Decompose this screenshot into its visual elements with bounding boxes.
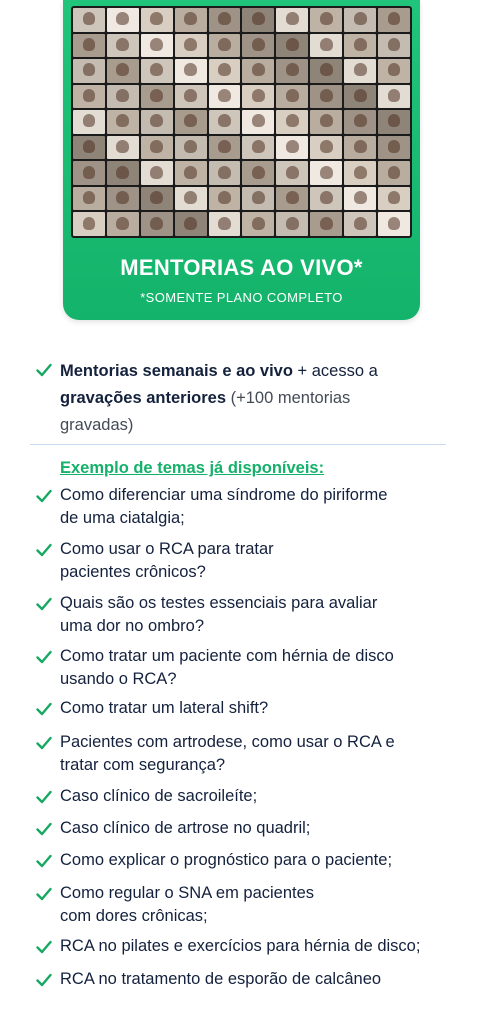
participant-tile: [344, 212, 376, 236]
check-icon: [36, 973, 52, 987]
mentorias-card: [63, 0, 420, 320]
topic-item: [60, 968, 470, 991]
participant-tile: [209, 59, 241, 83]
participant-tile: [378, 161, 410, 185]
participant-tile: [276, 34, 308, 58]
topic-line: tratar com segurança?: [60, 756, 226, 774]
topic-item: [60, 592, 470, 638]
intro-bold-1: Mentorias semanais e ao vivo: [60, 362, 293, 380]
topic-line: Como tratar um lateral shift?: [60, 699, 269, 717]
participant-tile: [209, 34, 241, 58]
participant-tile: [242, 59, 274, 83]
check-icon: [36, 887, 52, 901]
check-icon: [36, 854, 52, 868]
participant-tile: [107, 136, 139, 160]
participant-tile: [276, 59, 308, 83]
check-icon: [36, 363, 52, 377]
participant-tile: [175, 34, 207, 58]
topic-item: [60, 731, 470, 777]
topic-item: [60, 645, 470, 691]
topic-line: Como diferenciar uma síndrome do piriforme: [60, 486, 388, 504]
participant-tile: [209, 136, 241, 160]
participant-tile: [209, 212, 241, 236]
participant-tile: [73, 59, 105, 83]
topic-item: [60, 785, 470, 808]
participant-tile: [107, 34, 139, 58]
participant-tile: [73, 187, 105, 211]
participant-tile: [276, 136, 308, 160]
topic-line: usando o RCA?: [60, 670, 177, 688]
participant-tile: [276, 110, 308, 134]
participant-tile: [310, 212, 342, 236]
participant-tile: [141, 161, 173, 185]
topic-line: uma dor no ombro?: [60, 617, 204, 635]
topic-item: [60, 538, 470, 584]
divider: [30, 444, 446, 445]
participant-tile: [141, 212, 173, 236]
participant-tile: [310, 110, 342, 134]
participant-tile: [175, 187, 207, 211]
check-icon: [36, 543, 52, 557]
check-icon: [36, 790, 52, 804]
check-icon: [36, 702, 52, 716]
participant-tile: [344, 161, 376, 185]
topic-line: RCA no pilates e exercícios para hérnia de disco;: [60, 937, 421, 955]
participant-tile: [310, 136, 342, 160]
participant-tile: [107, 85, 139, 109]
participant-tile: [310, 187, 342, 211]
topics-heading: Exemplo de temas já disponíveis:: [60, 459, 325, 477]
participant-tile: [344, 187, 376, 211]
participant-tile: [242, 212, 274, 236]
check-icon: [36, 489, 52, 503]
participant-tile: [209, 161, 241, 185]
participant-tile: [107, 187, 139, 211]
participant-tile: [378, 136, 410, 160]
participant-tile: [175, 8, 207, 32]
topic-item: [60, 817, 470, 840]
participant-tile: [73, 136, 105, 160]
intro-text-2: (+100 mentorias: [226, 389, 351, 407]
topic-item: [60, 697, 470, 720]
card-title: MENTORIAS AO VIVO*: [120, 255, 363, 280]
participant-tile: [175, 161, 207, 185]
topic-line: Quais são os testes essenciais para avaliar: [60, 594, 378, 612]
participant-tile: [378, 110, 410, 134]
participant-tile: [378, 34, 410, 58]
participant-tile: [344, 8, 376, 32]
participant-tile: [141, 136, 173, 160]
participant-tile: [242, 187, 274, 211]
participant-tile: [242, 136, 274, 160]
participant-tile: [276, 8, 308, 32]
participant-tile: [141, 8, 173, 32]
participant-tile: [276, 187, 308, 211]
participant-tile: [242, 34, 274, 58]
topic-line: pacientes crônicos?: [60, 563, 206, 581]
participant-tile: [242, 110, 274, 134]
participant-tile: [378, 85, 410, 109]
participant-tile: [209, 187, 241, 211]
participant-tile: [378, 8, 410, 32]
participant-tile: [310, 34, 342, 58]
participant-tile: [242, 85, 274, 109]
topic-line: de uma ciatalgia;: [60, 509, 185, 527]
participant-tile: [242, 8, 274, 32]
intro-text: [60, 358, 450, 439]
topic-line: com dores crônicas;: [60, 907, 208, 925]
participant-tile: [73, 85, 105, 109]
participant-tile: [175, 59, 207, 83]
topic-line: Como tratar um paciente com hérnia de disco: [60, 647, 394, 665]
check-icon: [36, 822, 52, 836]
topic-line: Como explicar o prognóstico para o paciente;: [60, 851, 393, 869]
participant-tile: [141, 110, 173, 134]
topic-line: Pacientes com artrodese, como usar o RCA e: [60, 733, 395, 751]
participant-tile: [73, 8, 105, 32]
participant-tile: [209, 110, 241, 134]
participant-tile: [141, 187, 173, 211]
participant-tile: [344, 136, 376, 160]
participant-tile: [344, 85, 376, 109]
topic-line: Como regular o SNA em pacientes: [60, 884, 315, 902]
check-icon: [36, 940, 52, 954]
participant-tile: [73, 212, 105, 236]
participant-tile: [209, 85, 241, 109]
participant-tile: [276, 161, 308, 185]
participant-tile: [344, 110, 376, 134]
topic-line: Caso clínico de sacroileíte;: [60, 787, 258, 805]
participant-tile: [107, 110, 139, 134]
participant-tile: [107, 161, 139, 185]
participant-tile: [378, 187, 410, 211]
participant-tile: [310, 161, 342, 185]
video-call-grid-image: [71, 6, 412, 238]
participant-tile: [378, 212, 410, 236]
topic-item: [60, 935, 470, 958]
card-subtitle: *SOMENTE PLANO COMPLETO: [140, 290, 343, 305]
topic-line: Como usar o RCA para tratar: [60, 540, 274, 558]
check-icon: [36, 650, 52, 664]
topic-item: [60, 849, 470, 872]
participant-tile: [344, 34, 376, 58]
participant-tile: [378, 59, 410, 83]
participant-tile: [175, 110, 207, 134]
participant-tile: [310, 59, 342, 83]
intro-bold-2: gravações anteriores: [60, 389, 227, 407]
participant-tile: [141, 34, 173, 58]
participant-tile: [73, 34, 105, 58]
topic-line: Caso clínico de artrose no quadril;: [60, 819, 311, 837]
participant-tile: [276, 85, 308, 109]
participant-tile: [73, 110, 105, 134]
participant-tile: [276, 212, 308, 236]
participant-tile: [107, 8, 139, 32]
participant-tile: [344, 59, 376, 83]
topic-item: [60, 882, 470, 928]
participant-tile: [310, 85, 342, 109]
check-icon: [36, 736, 52, 750]
participant-tile: [175, 212, 207, 236]
topic-item: [60, 484, 470, 530]
intro-text-1: + acesso a: [292, 362, 378, 380]
topic-line: RCA no tratamento de esporão de calcâneo: [60, 970, 382, 988]
participant-tile: [107, 59, 139, 83]
participant-tile: [141, 85, 173, 109]
participant-tile: [141, 59, 173, 83]
check-icon: [36, 597, 52, 611]
participant-tile: [310, 8, 342, 32]
participant-tile: [242, 161, 274, 185]
intro-text-3: gravadas): [60, 416, 134, 434]
participant-tile: [175, 85, 207, 109]
participant-tile: [107, 212, 139, 236]
participant-tile: [175, 136, 207, 160]
participant-tile: [73, 161, 105, 185]
participant-tile: [209, 8, 241, 32]
